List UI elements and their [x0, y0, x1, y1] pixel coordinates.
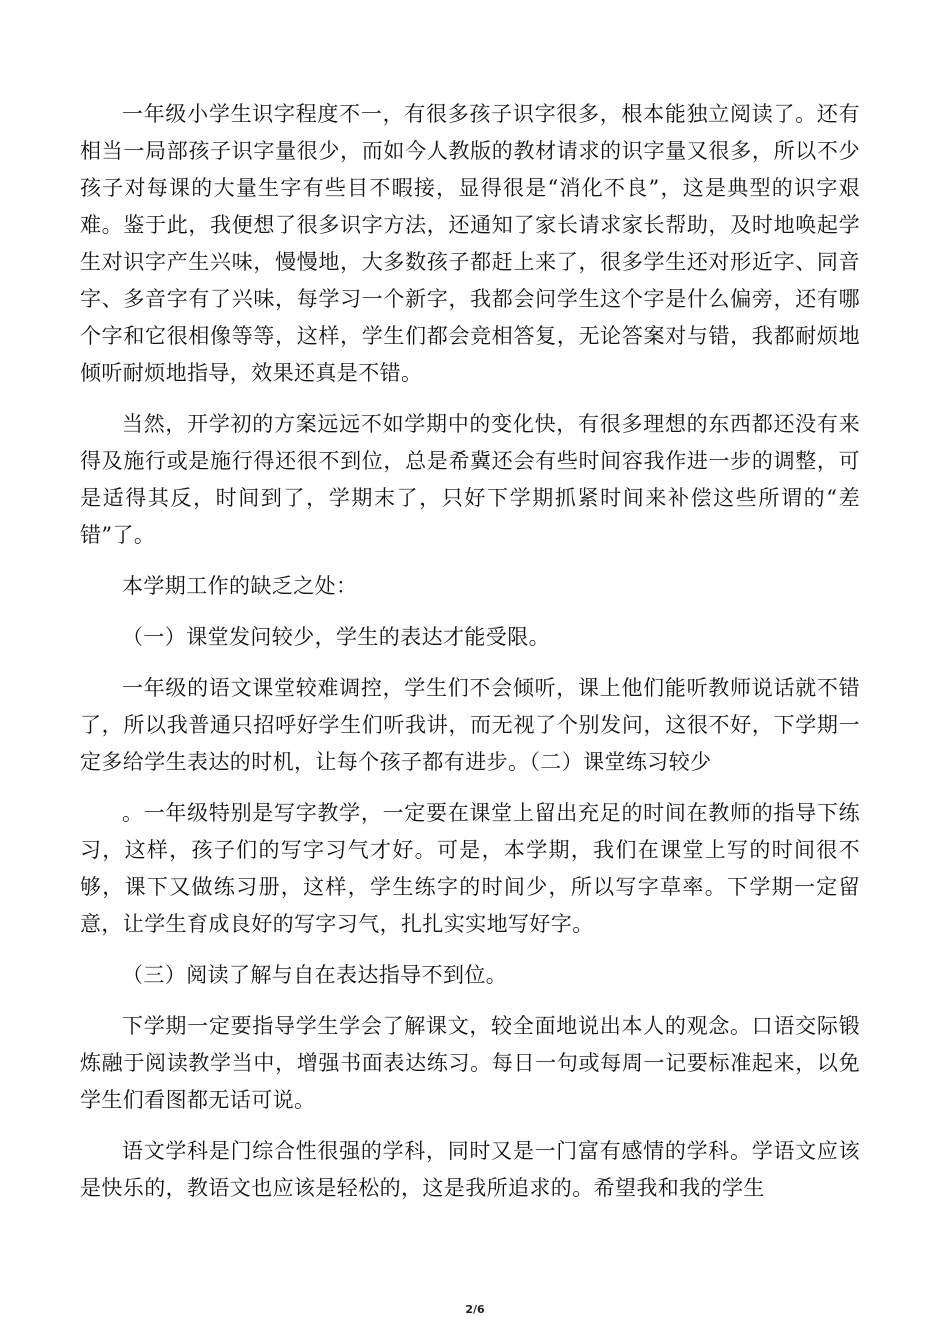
page-number: 2/6 — [465, 1303, 485, 1316]
paragraph-literacy: 一年级小学生识字程度不一，有很多孩子识字很多，根本能独立阅读了。还有相当一局部孩子识字量很少，而如今人教版的教材请求的识字量又很多，所以不少孩子对每课的大量生字有些目不暇接，显得很是“消化不良”，这是典型的识字艰难。鉴于此，我便想了很多识字方法，还通知了家长请求家长帮助，及时地唤起学生对识字产生兴味，慢慢地，大多数孩子都赶上来了，很多学生还对形近字、同音字、多音字有了兴味，每学习一个新字，我都会问学生这个字是什么偏旁，还有哪个字和它很相像等等，这样，学生们都会竞相答复，无论答案对与错，我都耐烦地倾听耐烦地指导，效果还真是不错。 — [80, 102, 860, 385]
paragraph-closing: 语文学科是门综合性很强的学科，同时又是一门富有感情的学科。学语文应该是快乐的，教语文也应该是轻松的，这是我所追求的。希望我和我的学生 — [80, 1139, 860, 1200]
paragraph-point-one: （一）课堂发问较少，学生的表达才能受限。 — [122, 625, 550, 649]
paragraph-classroom-control: 一年级的语文课堂较难调控，学生们不会倾听，课上他们能听教师说话就不错了，所以我普通只招呼好学生们听我讲，而无视了个别发问，这很不好，下学期一定多给学生表达的时机，让每个孩子都有进步。（二）课堂练习较少 — [80, 676, 860, 774]
document-body — [80, 96, 860, 1221]
paragraph-next-term: 下学期一定要指导学生学会了解课文，较全面地说出本人的观念。口语交际锻炼融于阅读教学当中，增强书面表达练习。每日一句或每周一记要标准起来，以免学生们看图都无话可说。 — [80, 1014, 860, 1112]
paragraph-plan-adjustment: 当然，开学初的方案远远不如学期中的变化快，有很多理想的东西都还没有来得及施行或是施行得还很不到位，总是希冀还会有些时间容我作进一步的调整，可是适得其反，时间到了，学期末了，只好下学期抓紧时间来补偿这些所谓的“差错”了。 — [80, 412, 860, 547]
paragraph-shortcomings-heading: 本学期工作的缺乏之处： — [122, 574, 358, 598]
paragraph-point-three: （三）阅读了解与自在表达指导不到位。 — [122, 963, 508, 987]
paragraph-writing-practice: 。一年级特别是写字教学，一定要在课堂上留出充足的时间在教师的指导下练习，这样，孩子们的写字习气才好。可是，本学期，我们在课堂上写的时间很不够，课下又做练习册，这样，学生练字的时间少，所以写字草率。下学期一定留意，让学生育成良好的写字习气，扎扎实实地写好字。 — [80, 801, 860, 936]
